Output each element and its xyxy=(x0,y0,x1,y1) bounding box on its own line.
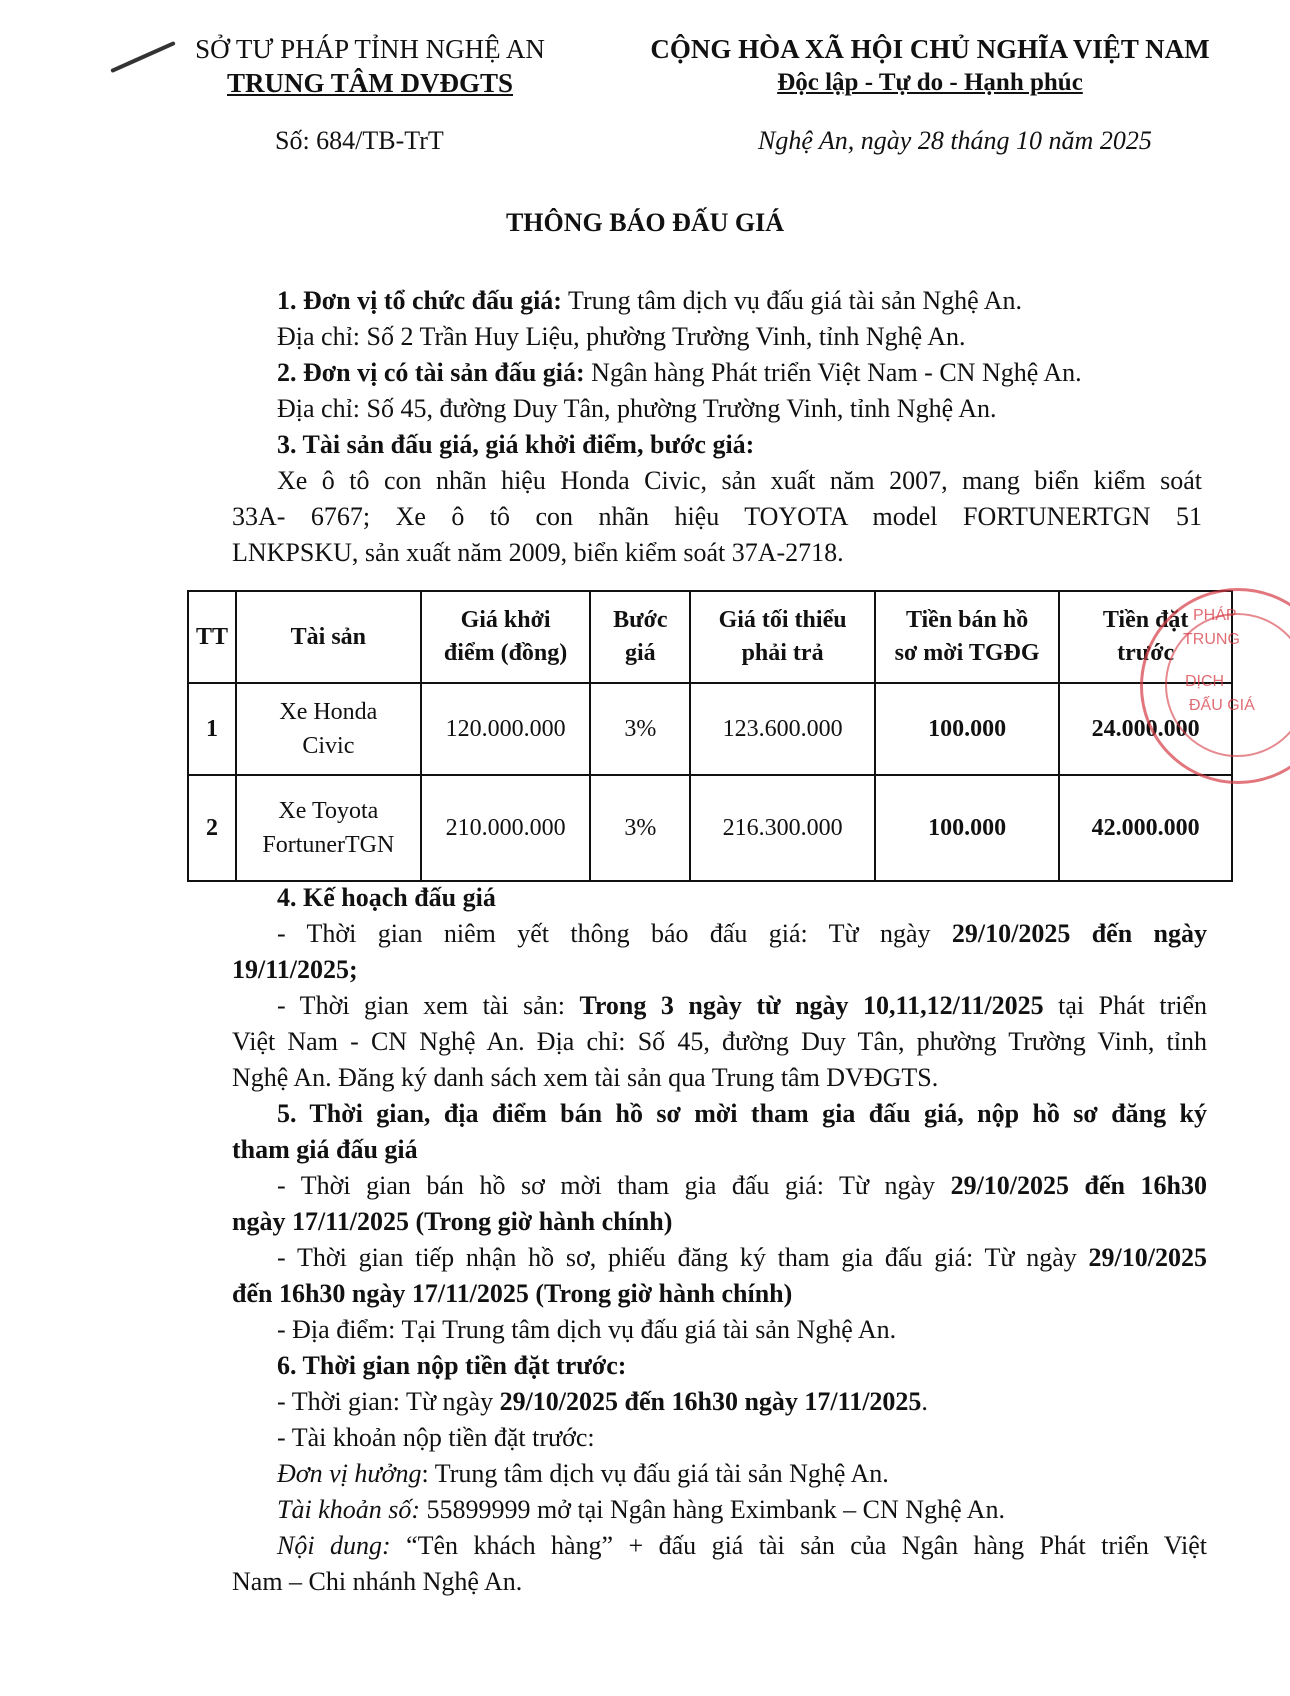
header-min-price-l1: Giá tối thiểu xyxy=(718,607,847,633)
section-1-3 xyxy=(232,283,1202,571)
s6-label-text: 6. Thời gian nộp tiền đặt trước: xyxy=(277,1351,627,1380)
place-date: Nghệ An, ngày 28 tháng 10 năm 2025 xyxy=(758,126,1152,155)
asset-table xyxy=(187,590,1233,882)
s1-label: 1. Đơn vị tổ chức đấu giá: xyxy=(277,286,562,315)
s5-p2-end-text: đến 16h30 ngày 17/11/2025 (Trong giờ hành chính) xyxy=(232,1279,793,1308)
s6-beneficiary-value: : Trung tâm dịch vụ đấu giá tài sản Nghệ An. xyxy=(421,1459,889,1488)
row2-start-price: 210.000.000 xyxy=(421,775,591,881)
national-header xyxy=(620,32,1240,100)
s2-address: Địa chỉ: Số 45, đường Duy Tân, phường Trường Vinh, tỉnh Nghệ An. xyxy=(277,394,997,423)
row1-tt: 1 xyxy=(188,683,236,775)
row2-deposit: 42.000.000 xyxy=(1059,775,1232,881)
s5-p2-text: - Thời gian tiếp nhận hồ sơ, phiếu đăng ký tham gia đấu giá: Từ ngày xyxy=(277,1243,1089,1272)
s5-label xyxy=(232,1096,1207,1132)
header-start-price xyxy=(421,591,591,683)
s6-account-value: 55899999 mở tại Ngân hàng Eximbank – CN Nghệ An. xyxy=(420,1495,1005,1524)
header-min-price xyxy=(690,591,875,683)
s4-p2-end: Nghệ An. Đăng ký danh sách xem tài sản qua Trung tâm DVĐGTS. xyxy=(232,1063,939,1092)
s5-label-text-2: tham giá đấu giá xyxy=(232,1135,418,1164)
table-row xyxy=(188,775,1232,881)
s5-p2-date: 29/10/2025 xyxy=(1088,1243,1207,1272)
s5-p2-end xyxy=(232,1276,1207,1312)
s4-label-text: 4. Kế hoạch đấu giá xyxy=(277,883,496,912)
s4-p2 xyxy=(232,988,1207,1024)
s5-p1-text: - Thời gian bán hồ sơ mời tham gia đấu giá: Từ ngày xyxy=(277,1171,951,1200)
row2-asset xyxy=(236,775,421,881)
header-step-l2: giá xyxy=(625,640,656,666)
s3-label-text: 3. Tài sản đấu giá, giá khởi điểm, bước giá: xyxy=(277,430,755,459)
s4-p1-dates: 29/10/2025 đến ngày xyxy=(951,919,1207,948)
header-step-l1: Bước xyxy=(613,607,668,633)
s5-p1-end-text: ngày 17/11/2025 (Trong giờ hành chính) xyxy=(232,1207,673,1236)
s6-p1-text: - Thời gian: Từ ngày xyxy=(277,1387,500,1416)
header-deposit-l2: trước xyxy=(1117,640,1175,666)
s2-line xyxy=(232,355,1202,391)
issuer-department: SỞ TƯ PHÁP TỈNH NGHỆ AN xyxy=(195,34,545,64)
s2-value: Ngân hàng Phát triển Việt Nam - CN Nghệ An. xyxy=(584,358,1082,387)
seal-text-2: DỊCH xyxy=(1185,673,1225,690)
s5-label-text-1: 5. Thời gian, địa điểm bán hồ sơ mời tham gia đấu giá, nộp hồ sơ đăng ký xyxy=(277,1099,1207,1128)
s1-address: Địa chỉ: Số 2 Trần Huy Liệu, phường Trường Vinh, tỉnh Nghệ An. xyxy=(277,322,966,351)
s3-desc-2: 33A- 6767; Xe ô tô con nhãn hiệu TOYOTA model FORTUNERTGN 51 xyxy=(232,502,1202,531)
s6-account-label: Tài khoản số: xyxy=(277,1495,420,1524)
s1-line xyxy=(232,283,1202,319)
s6-p1-dates: 29/10/2025 đến 16h30 ngày 17/11/2025 xyxy=(499,1387,922,1416)
s6-beneficiary-label: Đơn vị hưởng xyxy=(277,1459,422,1488)
s6-p1-period: . xyxy=(921,1387,928,1416)
seal-text-top: PHÁP xyxy=(1193,607,1237,624)
s4-p1-end xyxy=(232,952,1207,988)
header-step xyxy=(590,591,690,683)
s6-p2: - Tài khoản nộp tiền đặt trước: xyxy=(277,1423,595,1452)
row1-step: 3% xyxy=(590,683,690,775)
document-number: Số: 684/TB-TrT xyxy=(275,126,444,155)
header-doc-fee-l2: sơ mời TGĐG xyxy=(894,640,1040,666)
issuer-header xyxy=(150,32,590,100)
s5-p1-end xyxy=(232,1204,1207,1240)
s4-p2-place: tại Phát triển xyxy=(1043,991,1207,1020)
row1-asset xyxy=(236,683,421,775)
row2-tt: 2 xyxy=(188,775,236,881)
s4-p1 xyxy=(232,916,1207,952)
s5-p3: - Địa điểm: Tại Trung tâm dịch vụ đấu giá tài sản Nghệ An. xyxy=(277,1315,897,1344)
seal-text-1: TRUNG xyxy=(1183,631,1240,648)
row1-start-price: 120.000.000 xyxy=(421,683,591,775)
document-title: THÔNG BÁO ĐẤU GIÁ xyxy=(505,208,785,237)
row1-min-price: 123.600.000 xyxy=(690,683,875,775)
row2-asset-l2: FortunerTGN xyxy=(262,832,395,858)
s6-content-value: “Tên khách hàng” + đấu giá tài sản của Ngân hàng Phát triển Việt xyxy=(390,1531,1207,1560)
s4-p2-text: - Thời gian xem tài sản: xyxy=(277,991,580,1020)
row2-step: 3% xyxy=(590,775,690,881)
s1-value: Trung tâm dịch vụ đấu giá tài sản Nghệ An. xyxy=(561,286,1022,315)
s4-p2-cont: Việt Nam - CN Nghệ An. Địa chỉ: Số 45, đường Duy Tân, phường Trường Vinh, tỉnh xyxy=(232,1027,1207,1056)
seal-text-3: ĐẤU GIÁ xyxy=(1189,697,1255,714)
s6-content xyxy=(232,1528,1207,1564)
s4-p2-dates: Trong 3 ngày từ ngày 10,11,12/11/2025 xyxy=(579,991,1044,1020)
s6-label xyxy=(232,1348,1207,1384)
s6-account xyxy=(232,1492,1207,1528)
header-doc-fee-l1: Tiền bán hồ xyxy=(905,607,1029,633)
s6-content-label: Nội dung: xyxy=(277,1531,391,1560)
header-doc-fee xyxy=(875,591,1059,683)
table-row xyxy=(188,683,1232,775)
row2-min-price: 216.300.000 xyxy=(690,775,875,881)
s2-label: 2. Đơn vị có tài sản đấu giá: xyxy=(277,358,585,387)
header-start-price-l1: Giá khởi xyxy=(460,607,551,633)
s4-p1-end-date: 19/11/2025; xyxy=(232,955,358,984)
header-min-price-l2: phải trả xyxy=(741,640,824,666)
s6-content-end: Nam – Chi nhánh Nghệ An. xyxy=(232,1567,523,1596)
s3-label xyxy=(232,427,1202,463)
row1-asset-l1: Xe Honda xyxy=(279,699,378,725)
header-tt: TT xyxy=(188,591,236,683)
header-asset: Tài sản xyxy=(236,591,421,683)
national-motto: Độc lập - Tự do - Hạnh phúc xyxy=(777,69,1083,96)
s5-p1-dates: 29/10/2025 đến 16h30 xyxy=(950,1171,1207,1200)
s5-label-cont xyxy=(232,1132,1207,1168)
s3-desc-1: Xe ô tô con nhãn hiệu Honda Civic, sản xuất năm 2007, mang biển kiểm soát xyxy=(277,466,1202,495)
table-header-row xyxy=(188,591,1232,683)
s4-label xyxy=(232,880,1207,916)
s6-p1 xyxy=(232,1384,1207,1420)
header-start-price-l2: điểm (đồng) xyxy=(443,640,568,666)
row1-asset-l2: Civic xyxy=(302,733,355,759)
row1-deposit: 24.000.000 xyxy=(1059,683,1232,775)
row2-doc-fee: 100.000 xyxy=(875,775,1059,881)
row1-doc-fee: 100.000 xyxy=(875,683,1059,775)
s4-p1-text: - Thời gian niêm yết thông báo đấu giá: Từ ngày xyxy=(277,919,952,948)
header-deposit-l1: Tiền đặt xyxy=(1102,607,1189,633)
s6-beneficiary xyxy=(232,1456,1207,1492)
section-4-6 xyxy=(232,880,1207,1600)
s5-p1 xyxy=(232,1168,1207,1204)
issuer-center: TRUNG TÂM DVĐGTS xyxy=(226,68,514,98)
row2-asset-l1: Xe Toyota xyxy=(278,798,379,824)
s5-p2 xyxy=(232,1240,1207,1276)
s3-desc-3: LNKPSKU, sản xuất năm 2009, biển kiểm soát 37A-2718. xyxy=(232,538,844,567)
national-name: CỘNG HÒA XÃ HỘI CHỦ NGHĨA VIỆT NAM xyxy=(650,34,1210,64)
